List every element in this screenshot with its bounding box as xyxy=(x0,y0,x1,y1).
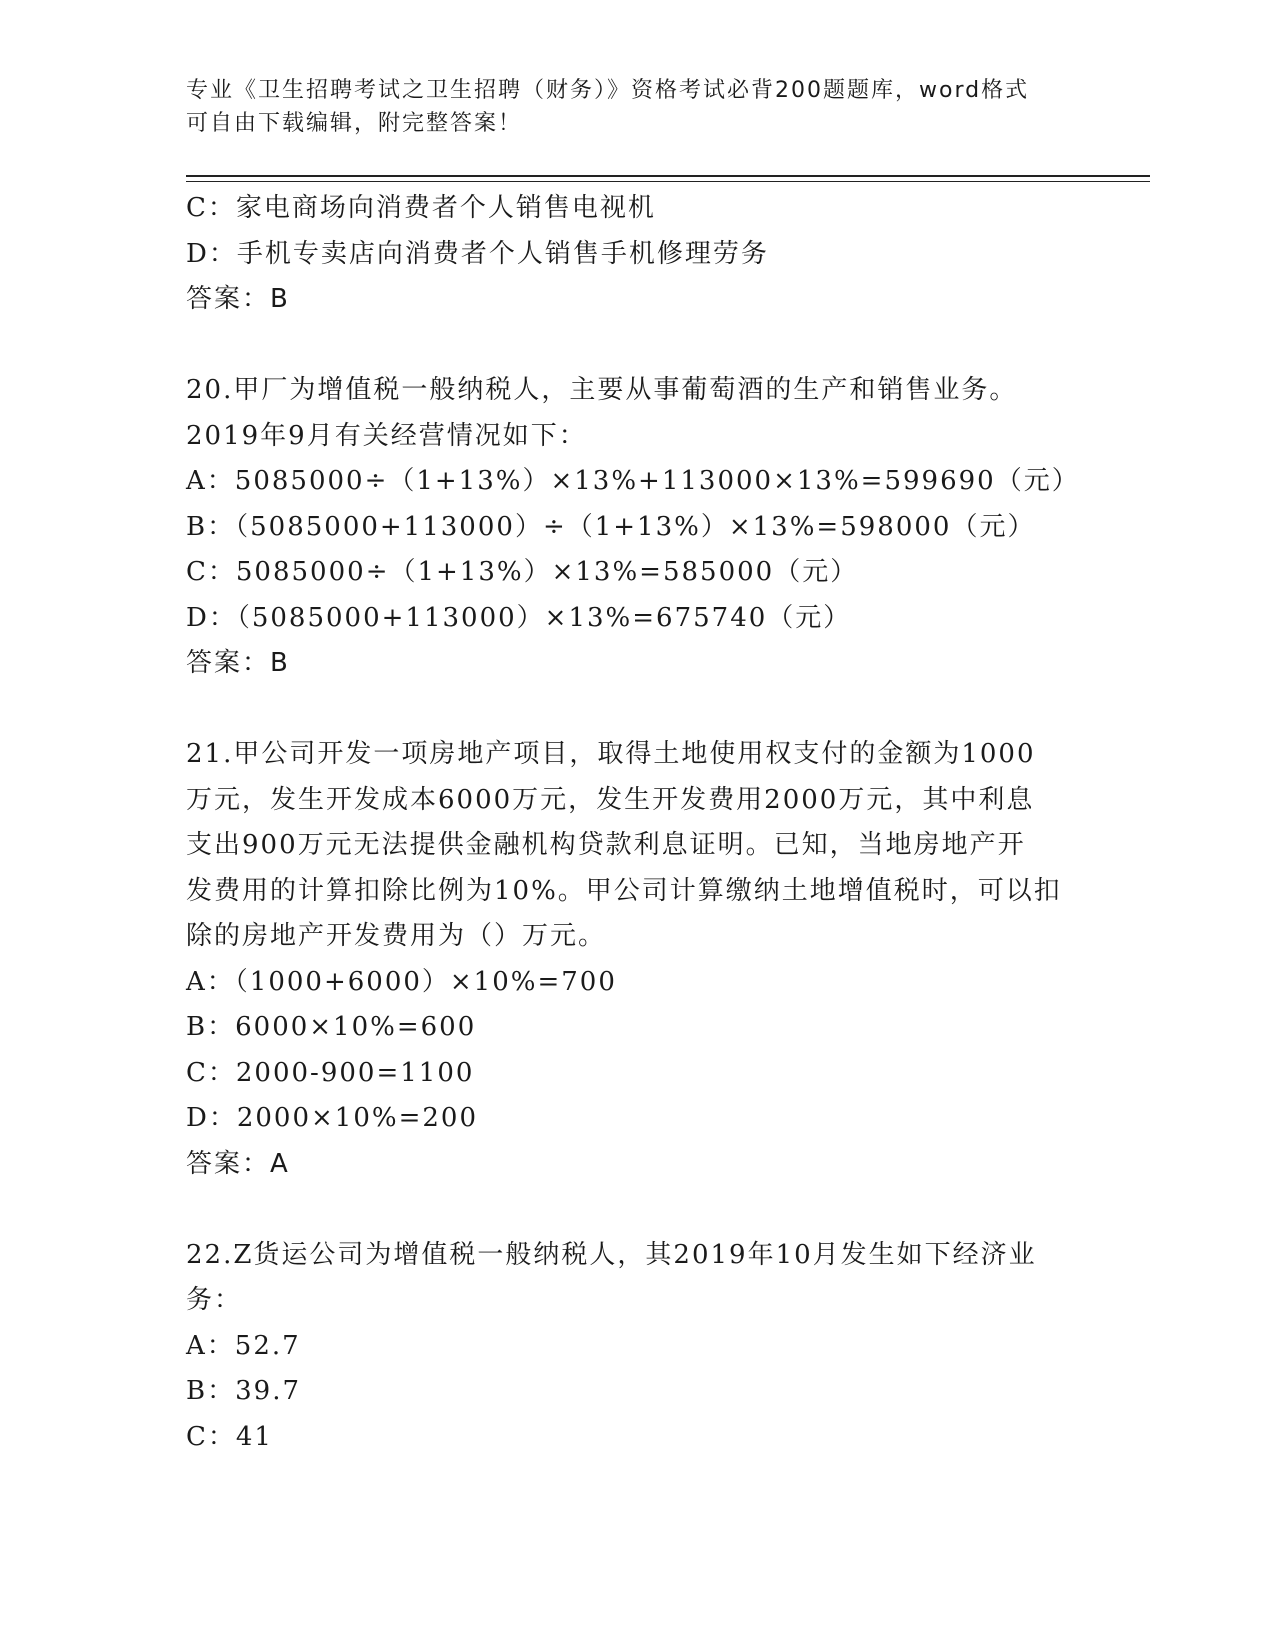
q20-stem-line2: 2019年9月有关经营情况如下： xyxy=(186,420,587,451)
q21-stem-line3: 支出900万元无法提供金融机构贷款利息证明。已知，当地房地产开 xyxy=(186,830,1026,860)
question-content xyxy=(186,186,1086,1460)
q21-stem-line1: 21.甲公司开发一项房地产项目，取得土地使用权支付的金额为1000 xyxy=(186,739,1036,769)
spacer xyxy=(186,323,1086,369)
q19-answer: 答案：B xyxy=(186,284,290,314)
q22-stem-line1: 22.Z货运公司为增值税一般纳税人，其2019年10月发生如下经济业 xyxy=(186,1239,1037,1270)
spacer xyxy=(186,687,1086,733)
q21-stem-line5: 除的房地产开发费用为（）万元。 xyxy=(186,921,607,951)
header-title-line2: 可自由下载编辑，附完整答案！ xyxy=(186,111,523,136)
q22-option-a: A：52.7 xyxy=(186,1330,301,1361)
q20-option-a: A：5085000÷（1+13%）×13%+113000×13%=599690（元） xyxy=(186,466,1080,496)
q21-option-a: A：（1000+6000）×10%=700 xyxy=(186,966,617,997)
q21-option-d: D：2000×10%=200 xyxy=(186,1103,478,1133)
q21-stem-line2: 万元，发生开发成本6000万元，发生开发费用2000万元，其中利息 xyxy=(186,784,1035,815)
header-divider-thick xyxy=(186,175,1150,177)
document-header xyxy=(186,74,1086,140)
header-divider-thin xyxy=(186,181,1150,182)
q20-answer: 答案：B xyxy=(186,648,290,678)
q20-option-b: B：（5085000+113000）÷（1+13%）×13%=598000（元） xyxy=(186,511,1036,542)
q20-stem-line1: 20.甲厂为增值税一般纳税人，主要从事葡萄酒的生产和销售业务。 xyxy=(186,375,1018,405)
q21-option-c: C：2000-900=1100 xyxy=(186,1057,475,1088)
q22-stem-line2: 务： xyxy=(186,1285,243,1315)
q21-answer: 答案：A xyxy=(186,1148,290,1179)
q22-option-c: C：41 xyxy=(186,1421,273,1452)
q22-option-b: B：39.7 xyxy=(186,1376,301,1406)
spacer xyxy=(186,1187,1086,1233)
q19-option-d: D：手机专卖店向消费者个人销售手机修理劳务 xyxy=(186,238,769,269)
header-title-line1: 专业《卫生招聘考试之卫生招聘（财务）》资格考试必背200题题库，word格式 xyxy=(186,78,1030,103)
q21-stem-line4: 发费用的计算扣除比例为10%。甲公司计算缴纳土地增值税时，可以扣 xyxy=(186,875,1062,906)
q21-option-b: B：6000×10%=600 xyxy=(186,1012,477,1042)
q20-option-d: D：（5085000+113000）×13%=675740（元） xyxy=(186,602,852,633)
q20-option-c: C：5085000÷（1+13%）×13%=585000（元） xyxy=(186,557,859,587)
q19-option-c: C：家电商场向消费者个人销售电视机 xyxy=(186,193,656,223)
